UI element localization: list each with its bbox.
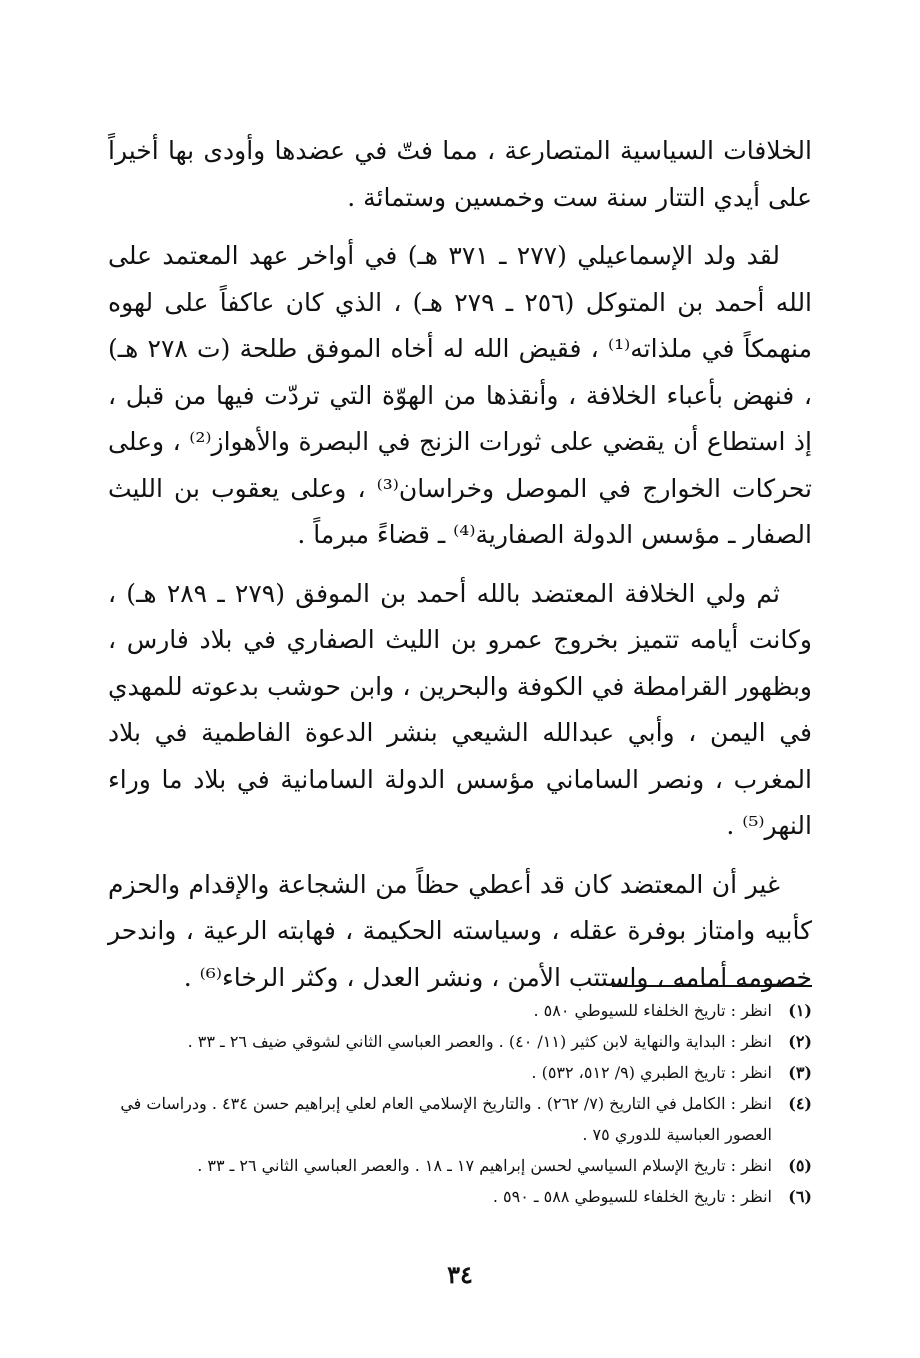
footnote-number: (١) <box>788 1001 812 1020</box>
page-number: ٣٤ <box>447 1260 473 1289</box>
footnote-4 <box>108 1088 812 1150</box>
footnote-separator <box>612 985 812 987</box>
footnote-number: (٤) <box>788 1094 812 1113</box>
paragraph-4: غير أن المعتضد كان قد أعطي حظاً من الشجاعة والإقدام والحزم كأبيه وامتاز بوفرة عقله ، وسياسته الحكيمة ، فهابته الرعية ، واندحر خصومه أمامه ، واستتب الأمن ، ونشر العدل ، وكثر الرخاء⁽⁶⁾ . <box>108 869 812 992</box>
footnote-text: انظر : تاريخ الطبري (٩/ ٥١٢، ٥٣٢) . <box>531 1063 772 1082</box>
footnote-1 <box>108 995 812 1026</box>
footnote-text: انظر : تاريخ الخلفاء للسيوطي ٥٨٨ ـ ٥٩٠ . <box>492 1187 772 1206</box>
footnote-3 <box>108 1057 812 1088</box>
paragraph-2: لقد ولد الإسماعيلي (٢٧٧ ـ ٣٧١ هـ) في أواخر عهد المعتمد على الله أحمد بن المتوكل (٢٥٦ ـ ٢٧٩ هـ) ، الذي كان عاكفاً على لهوه منهمكاً في ملذاته⁽¹⁾ ، فقيض الله له أخاه الموفق طلحة (ت ٢٧٨ هـ) ، فنهض بأعباء الخلافة ، وأنقذها من الهوّة التي تردّت فيها من قبل ، إذ استطاع أن يقضي على ثورات الزنج في البصرة والأهواز⁽²⁾ ، وعلى تحركات الخوارج في الموصل وخراسان⁽³⁾ ، وعلى يعقوب بن الليث الصفار ـ مؤسس الدولة الصفارية⁽⁴⁾ ـ قضاءً مبرماً . <box>108 241 813 549</box>
footnote-5 <box>108 1150 812 1181</box>
footnote-text: انظر : البداية والنهاية لابن كثير (١١/ ٤٠) . والعصر العباسي الثاني لشوقي ضيف ٢٦ ـ ٣٣ . <box>187 1032 772 1051</box>
footnote-number: (٣) <box>788 1063 812 1082</box>
main-text <box>108 128 812 1013</box>
footnote-text: انظر : الكامل في التاريخ (٧/ ٢٦٢) . والتاريخ الإسلامي العام لعلي إبراهيم حسن ٤٣٤ . ودراسات في العصور العباسية للدوري ٧٥ . <box>120 1094 772 1144</box>
footnote-2 <box>108 1026 812 1057</box>
footnote-number: (٥) <box>788 1156 812 1175</box>
footnote-text: انظر : تاريخ الخلفاء للسيوطي ٥٨٠ . <box>533 1001 772 1020</box>
footnote-6 <box>108 1181 812 1212</box>
footnote-text: انظر : تاريخ الإسلام السياسي لحسن إبراهيم ١٧ ـ ١٨ . والعصر العباسي الثاني ٢٦ ـ ٣٣ . <box>197 1156 772 1175</box>
footnote-number: (٦) <box>788 1187 812 1206</box>
footnote-number: (٢) <box>788 1032 812 1051</box>
paragraph-3: ثم ولي الخلافة المعتضد بالله أحمد بن الموفق (٢٧٩ ـ ٢٨٩ هـ) ، وكانت أيامه تتميز بخروج عمرو بن الليث الصفاري في بلاد فارس ، وبظهور القرامطة في الكوفة والبحرين ، وابن حوشب بدعوته للمهدي في اليمن ، وأبي عبدالله الشيعي بنشر الدعوة الفاطمية في بلاد المغرب ، ونصر الساماني مؤسس الدولة السامانية في بلاد ما وراء النهر⁽⁵⁾ . <box>108 578 812 840</box>
footnotes <box>108 995 812 1212</box>
paragraph-1: الخلافات السياسية المتصارعة ، مما فتّ في عضدها وأودى بها أخيراً على أيدي التتار سنة ست وخمسين وستمائة . <box>108 136 812 212</box>
